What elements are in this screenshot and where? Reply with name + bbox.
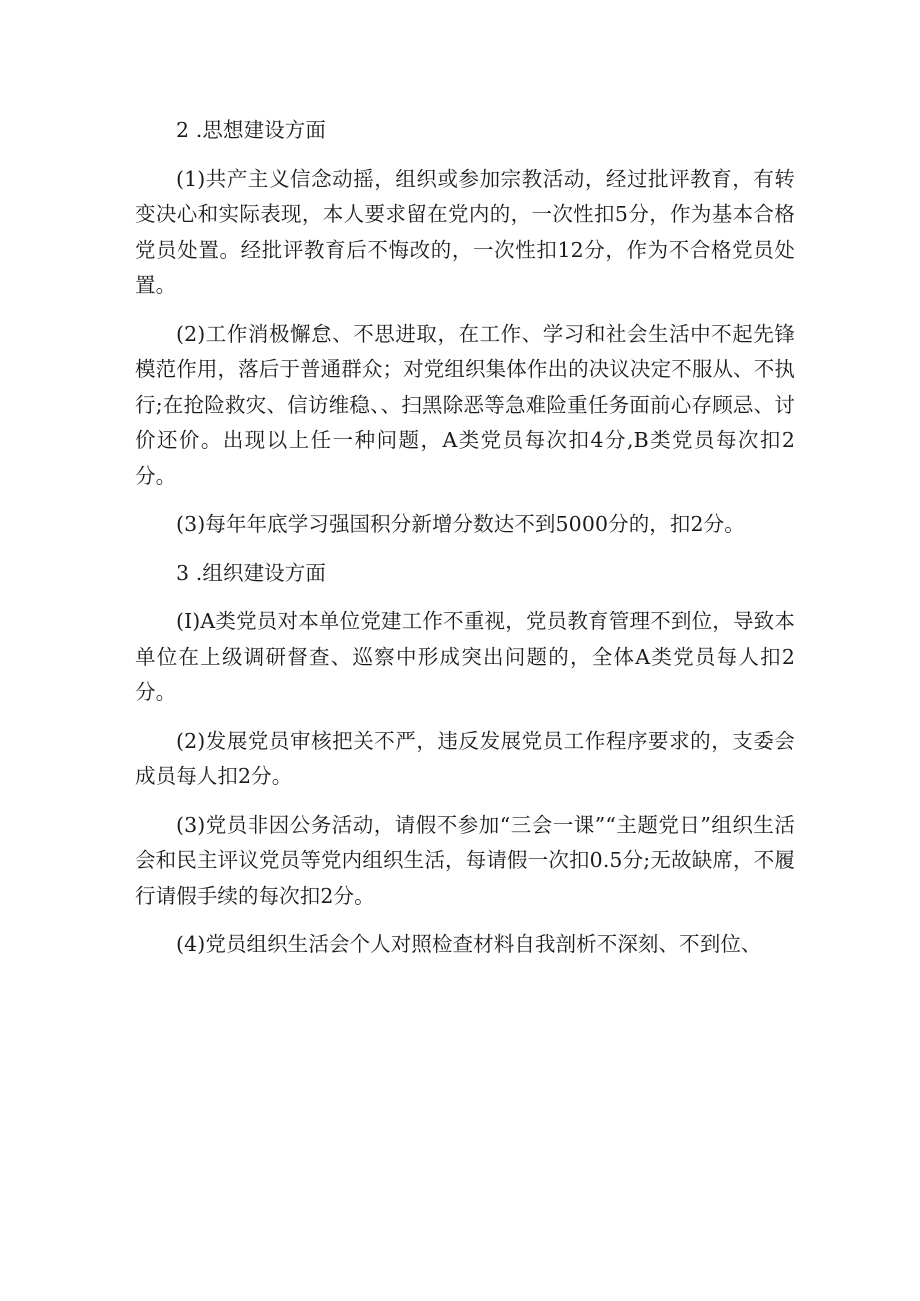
section-heading-organization: 3 .组织建设方面 <box>176 560 326 585</box>
paragraph-ideology-item-1: (1)共产主义信念动摇，组织或参加宗教活动，经过批评教育，有转变决心和实际表现，本人要求留在党内的，一次性扣5分，作为基本合格党员处置。经批评教育后不悔改的，一次性扣12分，作为不合格党员处置。 <box>135 166 795 297</box>
paragraph-ideology-item-3: (3)每年年底学习强国积分新增分数达不到5000分的，扣2分。 <box>176 512 745 536</box>
document-body <box>135 113 795 963</box>
section-heading-ideology: 2 .思想建设方面 <box>176 118 326 142</box>
paragraph-organization-item-4: (4)党员组织生活会个人对照检查材料自我剖析不深刻、不到位、 <box>176 932 762 956</box>
paragraph-organization-item-2: (2)发展党员审核把关不严，违反发展党员工作程序要求的，支委会成员每人扣2分。 <box>135 728 795 788</box>
paragraph-organization-item-1: (I)A类党员对本单位党建工作不重视，党员教育管理不到位，导致本单位在上级调研督查、巡察中形成突出问题的，全体A类党员每人扣2分。 <box>135 609 795 704</box>
paragraph-ideology-item-2: (2)工作消极懈怠、不思进取，在工作、学习和社会生活中不起先锋模范作用，落后于普通群众；对党组织集体作出的决议决定不服从、不执行;在抢险救灾、信访维稳、、扫黑除恶等急难险重任务面前心存顾忌、讨价还价。出现以上任一种问题，A类党员每次扣4分,B类党员每次扣2分。 <box>135 321 795 488</box>
paragraph-organization-item-3: (3)党员非因公务活动，请假不参加“三会一课”“主题党日”组织生活会和民主评议党员等党内组织生活，每请假一次扣0.5分;无故缺席，不履行请假手续的每次扣2分。 <box>135 812 795 908</box>
